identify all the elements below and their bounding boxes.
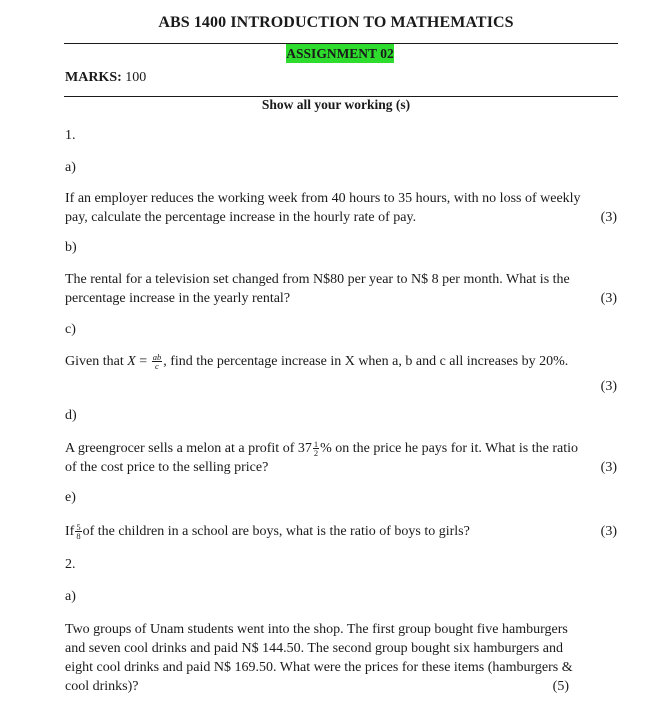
question-1e-fraction-numerator: 5 bbox=[76, 522, 81, 533]
question-1e-text-before: If bbox=[65, 524, 75, 539]
question-1e-text bbox=[65, 522, 617, 541]
question-1a-line2: pay, calculate the percentage increase in the hourly rate of pay. bbox=[65, 210, 417, 225]
question-1d-marks: (3) bbox=[600, 460, 617, 475]
question-1c-equals: = bbox=[139, 354, 148, 369]
question-1c-text-before: Given that bbox=[65, 354, 124, 369]
question-1d-fraction-numerator: 1 bbox=[313, 439, 319, 450]
question-1c-variable-x: X bbox=[127, 354, 136, 369]
question-1b-marks: (3) bbox=[600, 291, 617, 306]
question-1c-marks: (3) bbox=[600, 379, 617, 394]
question-1c-fraction bbox=[152, 353, 163, 370]
question-1e-label: e) bbox=[65, 490, 76, 505]
marks-value: 100 bbox=[125, 70, 147, 85]
document-title: ABS 1400 INTRODUCTION TO MATHEMATICS bbox=[158, 14, 514, 31]
question-1d-fraction-denominator: 2 bbox=[313, 448, 319, 459]
question-1b-text bbox=[65, 270, 617, 308]
question-1d-line2: of the cost price to the selling price? bbox=[65, 460, 269, 475]
question-1d-line1-after: % on the price he pays for it. What is the ratio bbox=[320, 441, 578, 456]
question-2a-line3: eight cool drinks and paid N$ 169.50. What were the prices for these items (hamburgers & bbox=[65, 660, 573, 675]
question-1e-fraction-denominator: 8 bbox=[76, 531, 81, 542]
question-2a-line4: cool drinks)? bbox=[65, 679, 139, 694]
question-1d-mixed-fraction bbox=[313, 440, 319, 457]
question-1c-text bbox=[65, 352, 617, 396]
question-1e-marks: (3) bbox=[600, 524, 617, 539]
question-1c-text-after: , find the percentage increase in X when a, b and c all increases by 20%. bbox=[163, 354, 569, 369]
marks-label: MARKS: bbox=[65, 70, 122, 85]
question-2a-label: a) bbox=[65, 589, 76, 604]
question-1b-line1: The rental for a television set changed from N$80 per year to N$ 8 per month. What is the bbox=[65, 272, 570, 287]
question-1a-marks: (3) bbox=[600, 210, 617, 225]
question-1d-text bbox=[65, 439, 617, 477]
question-1-number: 1. bbox=[65, 128, 76, 143]
question-2a-line1: Two groups of Unam students went into the shop. The first group bought five hamburgers bbox=[65, 622, 568, 637]
question-2a-marks: (5) bbox=[552, 679, 569, 694]
question-1d-label: d) bbox=[65, 408, 77, 423]
instruction-text: Show all your working (s) bbox=[261, 97, 411, 112]
question-1b-label: b) bbox=[65, 240, 77, 255]
question-1c-fraction-denominator: c bbox=[155, 361, 159, 372]
question-2a-line2: and seven cool drinks and paid N$ 144.50. The second group bought six hamburgers and bbox=[65, 641, 563, 656]
assignment-badge: ASSIGNMENT 02 bbox=[286, 46, 394, 61]
question-2a-text bbox=[65, 620, 617, 696]
question-1c-label: c) bbox=[65, 322, 76, 337]
question-1c-fraction-numerator: ab bbox=[152, 352, 162, 363]
question-1a-label: a) bbox=[65, 160, 76, 175]
question-2-number: 2. bbox=[65, 557, 76, 572]
question-1a-line1: If an employer reduces the working week from 40 hours to 35 hours, with no loss of weekly bbox=[65, 191, 581, 206]
question-1e-text-after: of the children in a school are boys, what is the ratio of boys to girls? bbox=[82, 524, 470, 539]
question-1e-fraction bbox=[75, 523, 81, 540]
marks-line bbox=[65, 70, 146, 86]
question-1d-line1-before: A greengrocer sells a melon at a profit of 37 bbox=[65, 441, 312, 456]
question-1b-line2: percentage increase in the yearly rental? bbox=[65, 291, 291, 306]
question-1a-text bbox=[65, 189, 617, 227]
